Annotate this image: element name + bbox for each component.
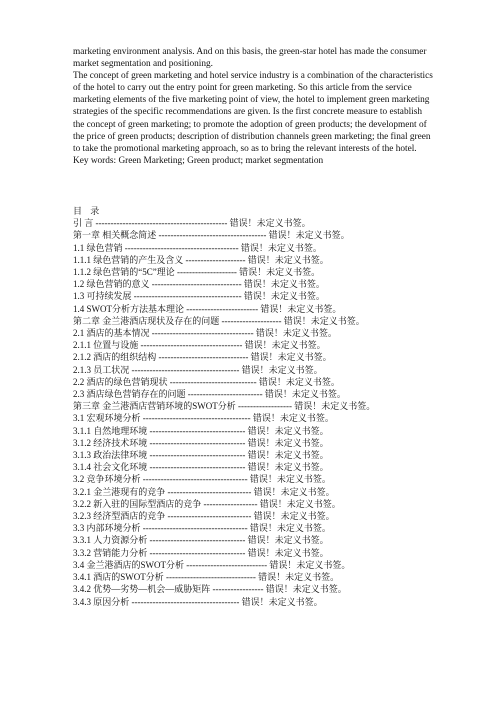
toc-entry[interactable]: 3.4.1 酒店的SWOT分析 ------------------------------ 错误！未定义书签。 <box>73 572 340 583</box>
toc-entry[interactable]: 2.1.1 位置与设施 ---------------------------------- 错误！未定义书签。 <box>73 340 326 351</box>
toc-entry[interactable]: 3.1.2 经济技术环境 -------------------------------- 错误！未定义书签。 <box>73 437 329 448</box>
toc-entry[interactable]: 3.3 内部环境分析 ----------------------------------- 错误！未定义书签。 <box>73 523 331 534</box>
abstract-paragraph-1: marketing environment analysis. And on this basis, the green-star hotel has made the consumer market segmentation and positioning. <box>73 47 427 70</box>
toc-entry[interactable]: 1.4 SWOT分析方法基本理论 ------------------------ 错误！未定义书签。 <box>73 303 342 314</box>
toc-entry[interactable]: 3.1 宏观环境分析 ------------------------------------ 错误！未定义书签。 <box>73 413 334 424</box>
toc-entry[interactable]: 1.3 可持续发展 ------------------------------------ 错误！未定义书签。 <box>73 291 325 302</box>
toc-entry[interactable]: 3.4.3 原因分析 ------------------------------------ 错误！未定义书签。 <box>73 596 323 607</box>
toc-entry[interactable]: 3.2.3 经济型酒店的竞争 ---------------------------- 错误！未定义书签。 <box>73 511 335 522</box>
toc-entry[interactable]: 3.3.2 营销能力分析 -------------------------------- 错误！未定义书签。 <box>73 547 329 558</box>
toc-entries <box>73 217 473 608</box>
toc-entry[interactable]: 3.2.1 金兰港现有的竞争 ---------------------------- 错误！未定义书签。 <box>73 486 335 497</box>
toc-entry[interactable]: 2.1.2 酒店的组织结构 ------------------------------ 错误！未定义书签。 <box>73 352 332 363</box>
toc-entry[interactable]: 第二章 金兰港酒店现状及存在的问题 -------------------- 错误！未定义书签。 <box>73 315 365 326</box>
toc-title: 目 录 <box>73 206 103 216</box>
abstract-keywords: Key words: Green Marketing; Green product; market segmentation <box>73 155 324 166</box>
toc-entry[interactable]: 2.2 酒店的绿色营销现状 ----------------------------- 错误！未定义书签。 <box>73 376 340 387</box>
toc-entry[interactable]: 3.1.3 政治法律环境 -------------------------------- 错误！未定义书签。 <box>73 450 329 461</box>
toc-entry[interactable]: 2.1.3 员工状况 ------------------------------------ 错误！未定义书签。 <box>73 364 323 375</box>
toc-entry[interactable]: 3.2.2 新入驻的国际型酒店的竞争 ------------------ 错误！未定义书签。 <box>73 498 341 509</box>
toc-entry[interactable]: 3.2 竞争环境分析 ----------------------------------- 错误！未定义书签。 <box>73 474 331 485</box>
toc-entry[interactable]: 3.3.1 人力资源分析 -------------------------------- 错误！未定义书签。 <box>73 535 329 546</box>
table-of-contents <box>73 205 473 608</box>
toc-entry[interactable]: 1.2 绿色营销的意义 ------------------------------ 错误！未定义书签。 <box>73 279 325 290</box>
toc-entry[interactable]: 3.1.1 自然地理环境 -------------------------------- 错误！未定义书签。 <box>73 425 329 436</box>
toc-entry[interactable]: 3.1.4 社会文化环境 -------------------------------- 错误！未定义书签。 <box>73 462 329 473</box>
toc-entry[interactable]: 1.1.2 绿色营销的“5C”理论 -------------------- 错误！未定义书签。 <box>73 267 321 278</box>
toc-entry[interactable]: 第一章 相关概念简述 ------------------------------------ 错误！未定义书签。 <box>73 230 350 241</box>
toc-entry[interactable]: 3.4 金兰港酒店的SWOT分析 --------------------------- 错误！未定义书签。 <box>73 559 351 570</box>
toc-entry[interactable]: 2.3 酒店绿色营销存在的问题 ------------------------- 错误！未定义书签。 <box>73 389 346 400</box>
english-abstract <box>73 46 433 167</box>
toc-entry[interactable]: 1.1.1 绿色营销的产生及含义 -------------------- 错误！未定义书签。 <box>73 254 329 265</box>
toc-entry[interactable]: 第三章 金兰港酒店营销环境的SWOT分析 ------------------ 错误！未定义书签。 <box>73 401 376 412</box>
abstract-paragraph-2: The concept of green marketing and hotel service industry is a combination of the characteristics of the hotel to carry out the entry point for green marketing. So this article from the service marketing elements of the five marketing point of view, the hotel to implement green marketing strategies of the specific recommendations are given. Is the first concrete measure to establish the concept of green marketing; to promote the adoption of green products; the development of the price of green products; description of distribution channels green marketing; the final green to take the promotional marketing approach, so as to bring the relevant interests of the hotel. <box>73 71 433 154</box>
toc-entry[interactable]: 1.1 绿色营销 -------------------------------------- 错误！未定义书签。 <box>73 242 322 253</box>
toc-entry[interactable]: 3.4.2 优势—劣势—机会—威胁矩阵 ----------------- 错误！未定义书签。 <box>73 584 347 595</box>
toc-entry[interactable]: 引 言 -------------------------------------------- 错误！未定义书签。 <box>73 218 311 229</box>
toc-entry[interactable]: 2.1 酒店的基本情况 ---------------------------------- 错误！未定义书签。 <box>73 328 337 339</box>
